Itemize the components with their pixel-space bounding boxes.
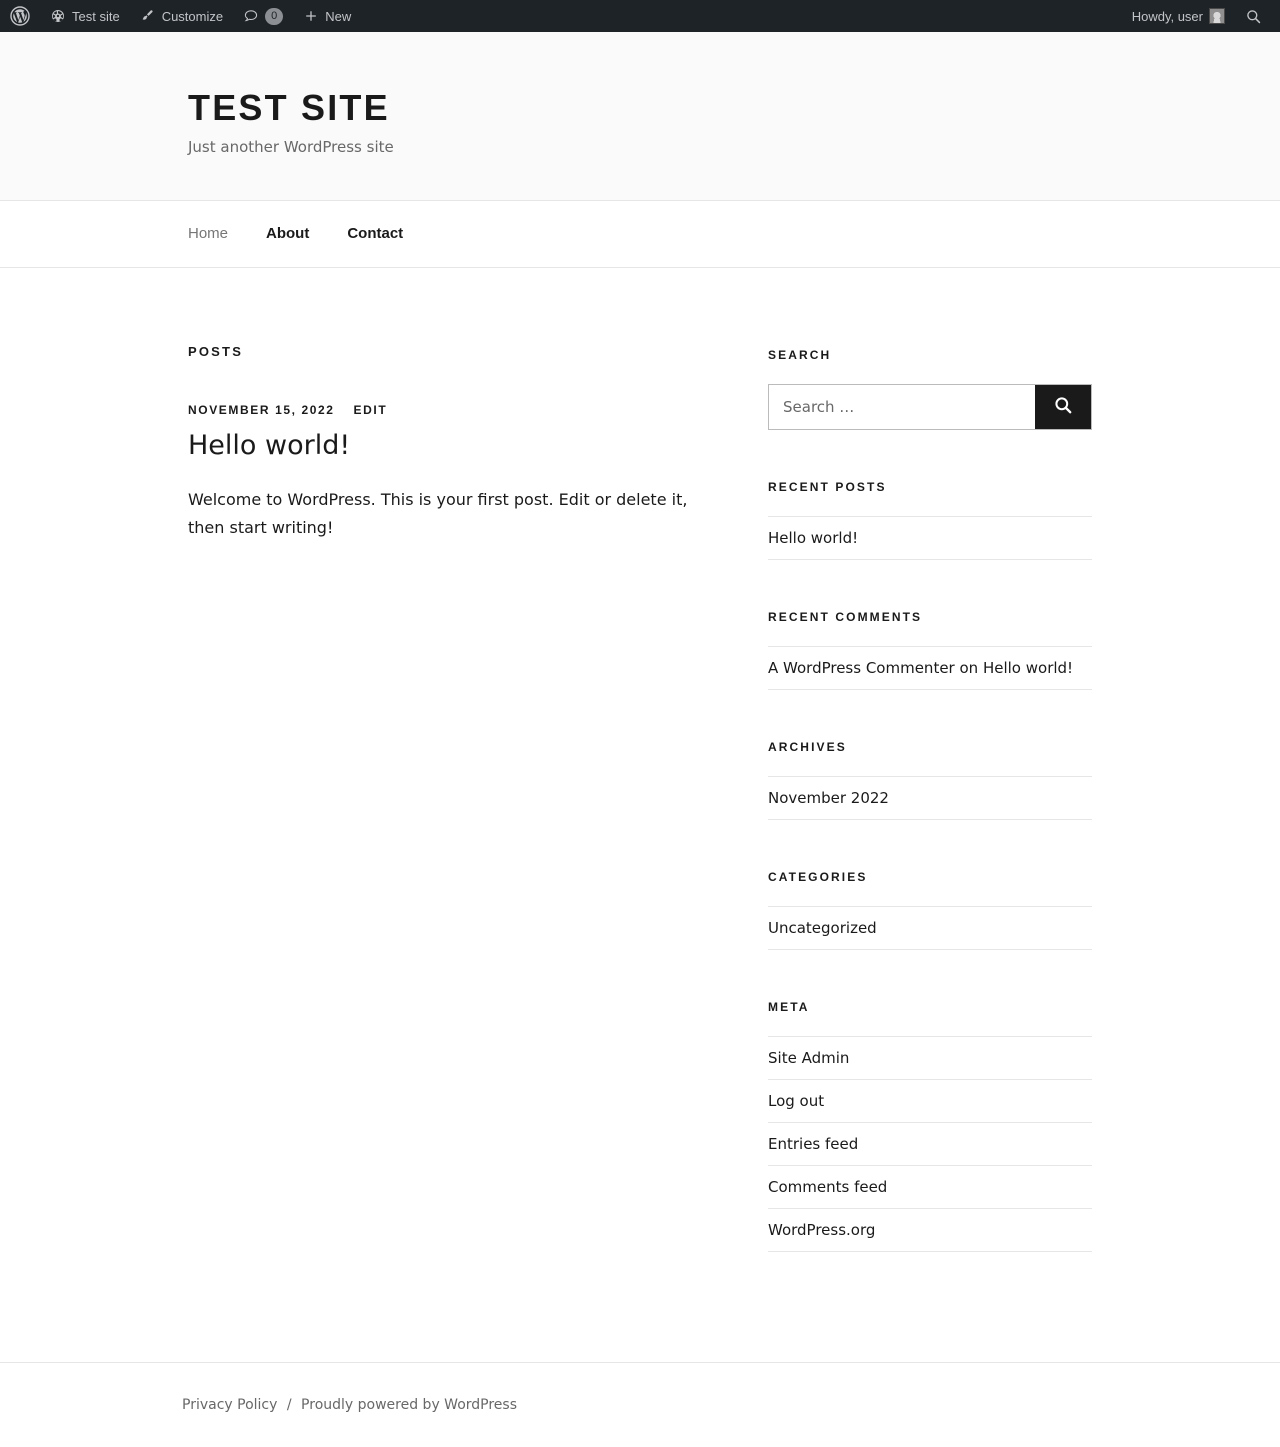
post-meta: [188, 403, 694, 417]
categories-list: [768, 906, 1092, 950]
comments-button[interactable]: [233, 0, 293, 32]
privacy-policy-link[interactable]: Privacy Policy: [182, 1396, 278, 1413]
meta-link-comments-feed[interactable]: Comments feed: [768, 1177, 888, 1196]
post-title: [188, 429, 694, 463]
nav-link-contact[interactable]: Contact: [347, 224, 404, 242]
site-name-menu[interactable]: [40, 0, 130, 32]
meta-link-site-admin[interactable]: Site Admin: [768, 1048, 850, 1067]
post-date-link[interactable]: NOVEMBER 15, 2022: [188, 402, 335, 417]
comment-post-link[interactable]: Hello world!: [982, 658, 1074, 677]
wordpress-logo-icon: [10, 6, 30, 26]
list-item[interactable]: [768, 646, 1092, 690]
list-item[interactable]: [768, 1080, 1092, 1123]
meta-link-log-out[interactable]: Log out: [768, 1091, 825, 1110]
search-form: [768, 384, 1092, 430]
meta-link-entries-feed[interactable]: Entries feed: [768, 1134, 859, 1153]
site-description: Just another WordPress site: [188, 137, 394, 156]
site-footer: [0, 1362, 1280, 1447]
admin-bar: [0, 0, 1280, 32]
site-name-label: Test site: [72, 8, 120, 24]
sidebar: [768, 344, 1092, 1302]
post-content: [188, 486, 694, 540]
widget-search-title: SEARCH: [768, 347, 832, 362]
dashboard-icon: [50, 8, 66, 24]
wordpress-logo-button[interactable]: [0, 0, 40, 32]
nav-item-about[interactable]: [266, 225, 309, 243]
category-link[interactable]: Uncategorized: [768, 918, 877, 937]
widget-recent-posts-title: RECENT POSTS: [768, 479, 887, 494]
widget-archives-title: ARCHIVES: [768, 739, 847, 754]
widget-meta-title: META: [768, 999, 810, 1014]
list-item[interactable]: [768, 906, 1092, 950]
recent-post-link[interactable]: Hello world!: [768, 528, 859, 547]
nav-link-about[interactable]: About: [266, 224, 310, 242]
comment-bubble-icon: [243, 8, 259, 24]
howdy-label: Howdy, user: [1131, 8, 1203, 24]
content-area: [0, 268, 1280, 1302]
list-item[interactable]: [768, 1209, 1092, 1252]
meta-link-wordpress-org[interactable]: WordPress.org: [768, 1220, 876, 1239]
meta-list: [768, 1036, 1092, 1252]
list-item[interactable]: [768, 776, 1092, 820]
archives-list: [768, 776, 1092, 820]
comments-count: 0: [265, 8, 283, 25]
widget-search: [768, 348, 1092, 430]
post-excerpt: Welcome to WordPress. This is your first post. Edit or delete it, then start writing!: [188, 490, 688, 537]
plus-icon: [303, 8, 319, 24]
customize-button[interactable]: [130, 0, 233, 32]
post-article: [188, 403, 694, 541]
widget-categories-title: CATEGORIES: [768, 869, 868, 884]
widget-meta: [768, 1000, 1092, 1252]
widget-archives: [768, 740, 1092, 820]
nav-item-home[interactable]: [188, 225, 228, 243]
list-item[interactable]: [768, 1036, 1092, 1080]
main-column: [188, 344, 694, 541]
widget-recent-posts: [768, 480, 1092, 560]
recent-comments-list: [768, 646, 1092, 690]
widget-recent-comments: [768, 610, 1092, 690]
archive-link[interactable]: November 2022: [768, 788, 889, 807]
search-input[interactable]: [769, 385, 1035, 429]
wordpress-credit-link[interactable]: Proudly powered by WordPress: [301, 1396, 518, 1413]
my-account-menu[interactable]: [1122, 0, 1235, 32]
comment-on-word: on: [959, 658, 979, 677]
adminbar-search-button[interactable]: [1235, 0, 1272, 32]
new-content-button[interactable]: [293, 0, 361, 32]
list-item[interactable]: [768, 1123, 1092, 1166]
nav-link-home[interactable]: Home: [188, 224, 229, 242]
footer-separator: /: [286, 1396, 292, 1413]
site-header: [0, 32, 1280, 201]
list-item[interactable]: [768, 516, 1092, 560]
paintbrush-icon: [140, 8, 156, 24]
comment-author: A WordPress Commenter: [768, 658, 955, 677]
nav-item-contact[interactable]: [347, 225, 403, 243]
post-title-link[interactable]: Hello world!: [188, 429, 351, 461]
avatar: [1209, 8, 1225, 24]
page-title: POSTS: [188, 343, 244, 359]
widget-categories: [768, 870, 1092, 950]
list-item[interactable]: [768, 1166, 1092, 1209]
customize-label: Customize: [161, 8, 224, 24]
new-label: New: [325, 8, 352, 24]
search-submit-button[interactable]: [1035, 385, 1091, 429]
recent-posts-list: [768, 516, 1092, 560]
search-icon: [1053, 395, 1073, 418]
primary-navigation: [0, 201, 1280, 268]
site-title[interactable]: TEST SITE: [188, 87, 390, 128]
widget-recent-comments-title: RECENT COMMENTS: [768, 609, 923, 624]
post-edit-link[interactable]: EDIT: [353, 402, 388, 417]
search-icon: [1245, 8, 1262, 25]
